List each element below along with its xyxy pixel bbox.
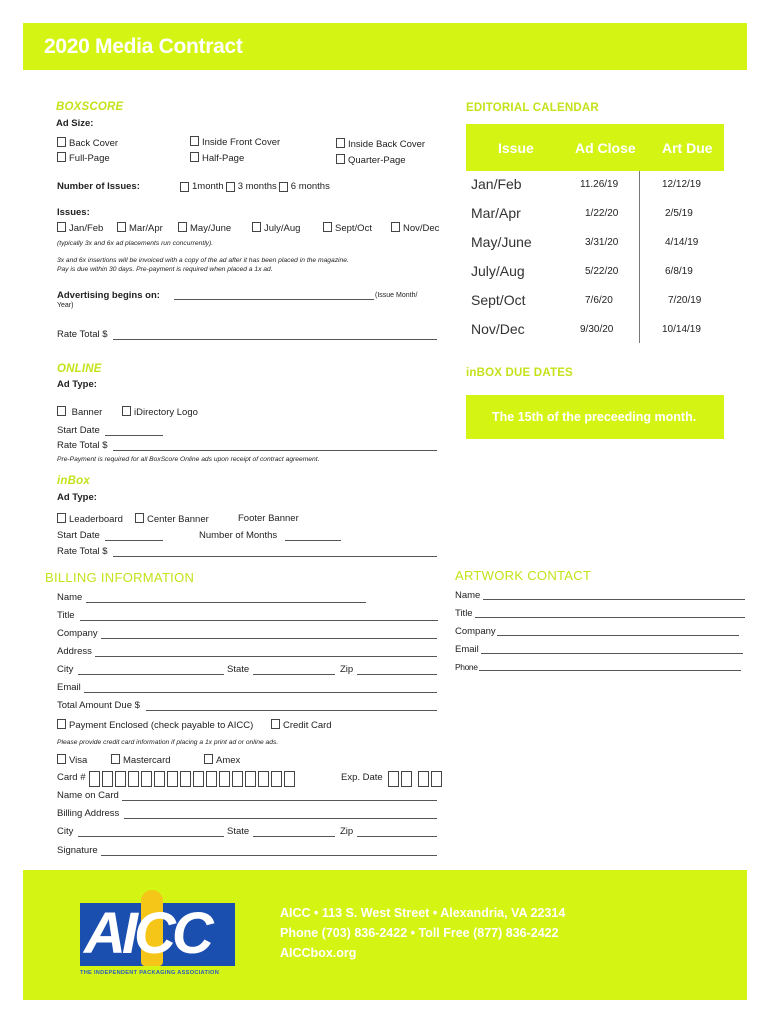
billing-name-field[interactable] <box>86 602 366 603</box>
billing-zip-label: Zip <box>340 664 354 675</box>
billing-city-label: City <box>57 664 74 675</box>
artwork-title: ARTWORK CONTACT <box>455 568 592 583</box>
invoice-note-2: Pay is due within 30 days. Pre-payment is required when placed a 1x ad. <box>57 266 273 273</box>
billing-city-field[interactable] <box>78 674 224 675</box>
checkbox[interactable] <box>178 222 187 232</box>
logo-tagline: THE INDEPENDENT PACKAGING ASSOCIATION <box>80 970 220 976</box>
calendar-header-ad-close: Ad Close <box>575 140 636 156</box>
page-title: 2020 Media Contract <box>44 35 243 58</box>
calendar-art-due: 2/5/19 <box>665 208 693 219</box>
checkbox[interactable] <box>57 152 66 162</box>
billing-address-label: Address <box>57 646 92 657</box>
checkbox[interactable] <box>57 513 66 523</box>
artwork-title-label: Title <box>455 608 473 619</box>
size-inside-back-cover[interactable] <box>336 138 425 150</box>
calendar-issue: Jan/Feb <box>471 176 522 192</box>
issue-nov-dec[interactable] <box>391 222 439 234</box>
issue-mar-apr[interactable] <box>117 222 163 234</box>
size-label: Inside Front Cover <box>202 137 281 148</box>
payment-enclosed-option[interactable] <box>57 719 253 731</box>
placement-note: (typically 3x and 6x ad placements run concurrently). <box>57 240 214 247</box>
calendar-title: EDITORIAL CALENDAR <box>466 102 599 114</box>
online-ad-type-label: Ad Type: <box>57 379 97 390</box>
billing-zip-field[interactable] <box>357 674 437 675</box>
advertising-begins-field[interactable] <box>174 299 374 300</box>
size-half-page[interactable] <box>190 152 244 164</box>
inbox-start-date-field[interactable] <box>105 540 163 541</box>
footer-address: AICC • 113 S. West Street • Alexandria, VA 22314 <box>280 906 566 920</box>
artwork-phone-field[interactable] <box>479 670 741 671</box>
checkbox[interactable] <box>135 513 144 523</box>
type-label: Banner <box>71 407 103 418</box>
checkbox[interactable] <box>180 182 189 192</box>
name-on-card-field[interactable] <box>122 800 437 801</box>
issue-label: Nov/Dec <box>403 223 440 234</box>
size-label: Half-Page <box>202 153 245 164</box>
calendar-ad-close: 11.26/19 <box>580 179 619 190</box>
option-3months: 3 months <box>237 181 277 192</box>
calendar-ad-close: 9/30/20 <box>580 324 614 335</box>
checkbox[interactable] <box>57 719 66 729</box>
artwork-company-field[interactable] <box>497 635 739 636</box>
billing-address2-label: Billing Address <box>57 808 120 819</box>
calendar-ad-close: 1/22/20 <box>585 208 619 219</box>
artwork-phone-label: Phone <box>455 662 478 672</box>
checkbox[interactable] <box>190 152 199 162</box>
checkbox[interactable] <box>117 222 126 232</box>
issues-label: Issues: <box>57 207 90 218</box>
checkbox[interactable] <box>57 754 66 764</box>
inbox-due-title: inBOX DUE DATES <box>466 367 573 379</box>
calendar-issue: Nov/Dec <box>471 321 525 337</box>
inbox-leaderboard[interactable] <box>57 513 123 525</box>
calendar-header-issue: Issue <box>498 140 534 156</box>
artwork-company-label: Company <box>455 626 496 637</box>
inbox-months-label: Number of Months <box>199 530 278 541</box>
footer-phone: Phone (703) 836-2422 • Toll Free (877) 836-2422 <box>280 926 559 940</box>
issue-july-aug[interactable] <box>252 222 300 234</box>
calendar-art-due: 4/14/19 <box>665 237 699 248</box>
calendar-ad-close: 3/31/20 <box>585 237 619 248</box>
issue-may-june[interactable] <box>178 222 231 234</box>
issue-label: May/June <box>190 223 232 234</box>
credit-card-label: Credit Card <box>283 720 332 731</box>
checkbox[interactable] <box>323 222 332 232</box>
advertising-begins-label: Advertising begins on: <box>57 290 160 301</box>
exp-date-label: Exp. Date <box>341 772 383 783</box>
invoice-note-1: 3x and 6x insertions will be invoiced with a copy of the ad after it has been placed in the magazine. <box>57 257 349 264</box>
boxscore-title: BOXSCORE <box>56 101 124 113</box>
size-label: Back Cover <box>69 138 119 149</box>
inbox-due-text: The 15th of the preceeding month. <box>492 410 697 424</box>
online-banner[interactable] <box>57 406 102 418</box>
card-label: Mastercard <box>123 755 171 766</box>
online-rate-total-label: Rate Total $ <box>57 440 108 451</box>
billing-city2-label: City <box>57 826 74 837</box>
checkbox[interactable] <box>204 754 213 764</box>
ad-size-label: Ad Size: <box>56 118 94 129</box>
rate-total-field[interactable] <box>113 339 437 340</box>
billing-name-label: Name <box>57 592 83 603</box>
size-label: Full-Page <box>69 153 110 164</box>
online-start-date-field[interactable] <box>105 435 163 436</box>
year-hint: Year) <box>57 302 74 309</box>
issue-label: Sept/Oct <box>335 223 372 234</box>
checkbox[interactable] <box>111 754 120 764</box>
inbox-ad-type-label: Ad Type: <box>57 492 97 503</box>
online-title: ONLINE <box>57 363 102 375</box>
total-due-label: Total Amount Due $ <box>57 700 140 711</box>
inbox-months-field[interactable] <box>285 540 341 541</box>
inbox-rate-total-label: Rate Total $ <box>57 546 108 557</box>
inbox-title: inBox <box>57 475 90 487</box>
inbox-rate-total-field[interactable] <box>113 556 437 557</box>
artwork-name-field[interactable] <box>483 599 745 600</box>
inbox-footer-banner[interactable] <box>238 513 299 524</box>
size-label: Quarter-Page <box>348 155 406 166</box>
card-number-boxes[interactable] <box>89 771 297 789</box>
online-rate-total-field[interactable] <box>113 450 437 451</box>
type-label: iDirectory Logo <box>134 407 198 418</box>
card-mastercard[interactable] <box>111 754 171 766</box>
checkbox[interactable] <box>336 154 345 164</box>
billing-email-field[interactable] <box>84 692 437 693</box>
billing-state-label: State <box>227 664 250 675</box>
signature-label: Signature <box>57 845 98 856</box>
calendar-ad-close: 5/22/20 <box>585 266 619 277</box>
issue-label: Jan/Feb <box>69 223 104 234</box>
artwork-title-field[interactable] <box>475 617 745 618</box>
billing-state-field[interactable] <box>253 674 335 675</box>
size-quarter-page[interactable] <box>336 154 406 166</box>
calendar-ad-close: 7/6/20 <box>585 295 613 306</box>
billing-state2-field[interactable] <box>253 836 335 837</box>
footer-website[interactable]: AICCbox.org <box>280 946 357 960</box>
calendar-art-due: 10/14/19 <box>662 324 701 335</box>
billing-address2-field[interactable] <box>124 818 437 819</box>
checkbox[interactable] <box>271 719 280 729</box>
issue-month-hint: (Issue Month/ <box>375 292 418 299</box>
size-back-cover[interactable] <box>57 137 118 149</box>
calendar-art-due: 6/8/19 <box>665 266 693 277</box>
calendar-issue: July/Aug <box>471 263 525 279</box>
option-1month: 1month <box>192 181 224 192</box>
card-label: Amex <box>216 755 241 766</box>
issue-sept-oct[interactable] <box>323 222 372 234</box>
issues-count-label: Number of Issues: <box>57 181 140 192</box>
billing-title: BILLING INFORMATION <box>45 570 195 585</box>
payment-enclosed-label: Payment Enclosed (check payable to AICC) <box>69 720 254 731</box>
credit-card-option[interactable] <box>271 719 332 731</box>
size-label: Inside Back Cover <box>348 139 426 150</box>
checkbox[interactable] <box>252 222 261 232</box>
signature-field[interactable] <box>101 855 437 856</box>
artwork-email-label: Email <box>455 644 479 655</box>
issues-count-options <box>180 181 330 192</box>
artwork-email-field[interactable] <box>481 653 743 654</box>
option-6months: 6 months <box>290 181 330 192</box>
online-start-date-label: Start Date <box>57 425 100 436</box>
calendar-header-art-due: Art Due <box>662 140 713 156</box>
billing-zip2-label: Zip <box>340 826 354 837</box>
billing-state2-label: State <box>227 826 250 837</box>
name-on-card-label: Name on Card <box>57 790 119 801</box>
card-visa[interactable] <box>57 754 87 766</box>
billing-company-label: Company <box>57 628 98 639</box>
size-inside-front-cover[interactable] <box>190 136 280 148</box>
calendar-issue: Sept/Oct <box>471 292 526 308</box>
checkbox[interactable] <box>226 182 235 192</box>
cc-note: Please provide credit card information if placing a 1x print ad or online ads. <box>57 739 279 746</box>
checkbox[interactable] <box>336 138 345 148</box>
checkbox[interactable] <box>391 222 400 232</box>
inbox-center-banner[interactable] <box>135 513 209 525</box>
billing-email-label: Email <box>57 682 81 693</box>
billing-title-label: Title <box>57 610 75 621</box>
card-label: Visa <box>69 755 88 766</box>
calendar-divider <box>639 171 640 343</box>
checkbox[interactable] <box>122 406 131 416</box>
online-idirectory-logo[interactable] <box>122 406 198 418</box>
checkbox[interactable] <box>57 222 66 232</box>
rate-total-label: Rate Total $ <box>57 329 108 340</box>
size-full-page[interactable] <box>57 152 110 164</box>
calendar-issue: Mar/Apr <box>471 205 521 221</box>
billing-company-field[interactable] <box>101 638 437 639</box>
type-label: Leaderboard <box>69 514 123 525</box>
billing-zip2-field[interactable] <box>357 836 437 837</box>
checkbox[interactable] <box>190 136 199 146</box>
billing-title-field[interactable] <box>80 620 438 621</box>
issue-label: July/Aug <box>264 223 301 234</box>
total-due-field[interactable] <box>146 710 437 711</box>
artwork-name-label: Name <box>455 590 481 601</box>
calendar-issue: May/June <box>471 234 532 250</box>
type-label: Footer Banner <box>238 513 299 524</box>
online-note: Pre-Payment is required for all BoxScore Online ads upon receipt of contract agreement. <box>57 456 320 463</box>
issue-jan-feb[interactable] <box>57 222 103 234</box>
checkbox[interactable] <box>57 406 66 416</box>
billing-city2-field[interactable] <box>78 836 224 837</box>
card-amex[interactable] <box>204 754 240 766</box>
card-number-label: Card # <box>57 772 86 783</box>
billing-address-field[interactable] <box>95 656 437 657</box>
logo-text: AICC <box>84 901 210 966</box>
issue-label: Mar/Apr <box>129 223 163 234</box>
checkbox[interactable] <box>279 182 288 192</box>
calendar-art-due: 12/12/19 <box>662 179 701 190</box>
calendar-art-due: 7/20/19 <box>668 295 702 306</box>
inbox-start-date-label: Start Date <box>57 530 100 541</box>
exp-date-boxes[interactable] <box>388 771 444 789</box>
type-label: Center Banner <box>147 514 209 525</box>
checkbox[interactable] <box>57 137 66 147</box>
